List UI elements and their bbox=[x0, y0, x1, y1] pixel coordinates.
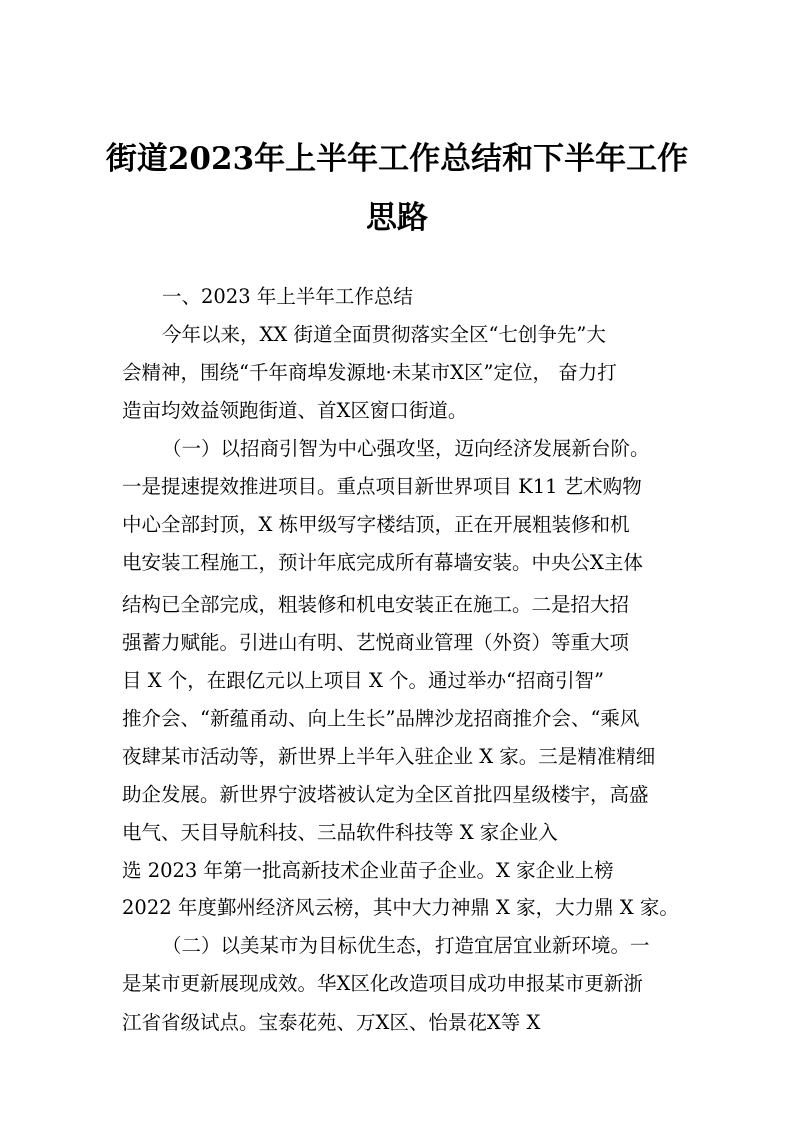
body-line: 今年以来，XX 街道全面贯彻落实全区“七创争先”大 bbox=[162, 323, 606, 346]
document-title-line-1: 街道2023年上半年工作总结和下半年工作 bbox=[105, 141, 689, 177]
body-line: 造亩均效益领跑街道、首X区窗口街道。 bbox=[122, 399, 468, 422]
section-heading-1: 一、2023 年上半年工作总结 bbox=[162, 285, 413, 308]
subsection-heading-1: （一）以招商引智为中心强攻坚，迈向经济发展新台阶。 bbox=[162, 437, 650, 460]
body-line: 会精神，围绕“千年商埠发源地·未某市X区”定位， 奋力打 bbox=[122, 361, 617, 384]
body-line: 选 2023 年第一批高新技术企业苗子企业。X 家企业上榜 bbox=[122, 859, 614, 882]
body-line: 结构已全部完成，粗装修和机电安装正在施工。二是招大招 bbox=[122, 593, 630, 616]
body-line: 助企发展。新世界宁波塔被认定为全区首批四星级楼宇，高盛 bbox=[122, 783, 649, 806]
body-line: 江省省级试点。宝泰花苑、万X区、怡景花X等 X bbox=[122, 1011, 541, 1034]
body-line: 2022 年度鄞州经济风云榜，其中大力神鼎 X 家，大力鼎 X 家。 bbox=[122, 896, 679, 919]
body-line: 电安装工程施工，预计年底完成所有幕墙安装。中央公X主体 bbox=[122, 551, 643, 574]
body-line: 电气、天目导航科技、三品软件科技等 X 家企业入 bbox=[122, 821, 558, 844]
subsection-heading-2: （二）以美某市为目标优生态，打造宜居宜业新环境。一 bbox=[162, 934, 650, 957]
body-line: 目 X 个，在跟亿元以上项目 X 个。通过举办“招商引智” bbox=[122, 669, 604, 692]
body-line: 一是提速提效推进项目。重点项目新世界项目 K11 艺术购物 bbox=[122, 475, 642, 498]
body-line: 推介会、“新蕴甬动、向上生长”品牌沙龙招商推介会、“乘风 bbox=[122, 707, 640, 730]
body-line: 夜肆某市活动等，新世界上半年入驻企业 X 家。三是精准精细 bbox=[122, 745, 656, 768]
body-line: 中心全部封顶，X 栋甲级写字楼结顶，正在开展粗装修和机 bbox=[122, 513, 630, 536]
body-line: 强蓄力赋能。引进山有明、艺悦商业管理（外资）等重大项 bbox=[122, 631, 630, 654]
body-line: 是某市更新展现成效。华X区化改造项目成功申报某市更新浙 bbox=[122, 972, 643, 995]
document-title-line-2: 思路 bbox=[366, 200, 428, 236]
